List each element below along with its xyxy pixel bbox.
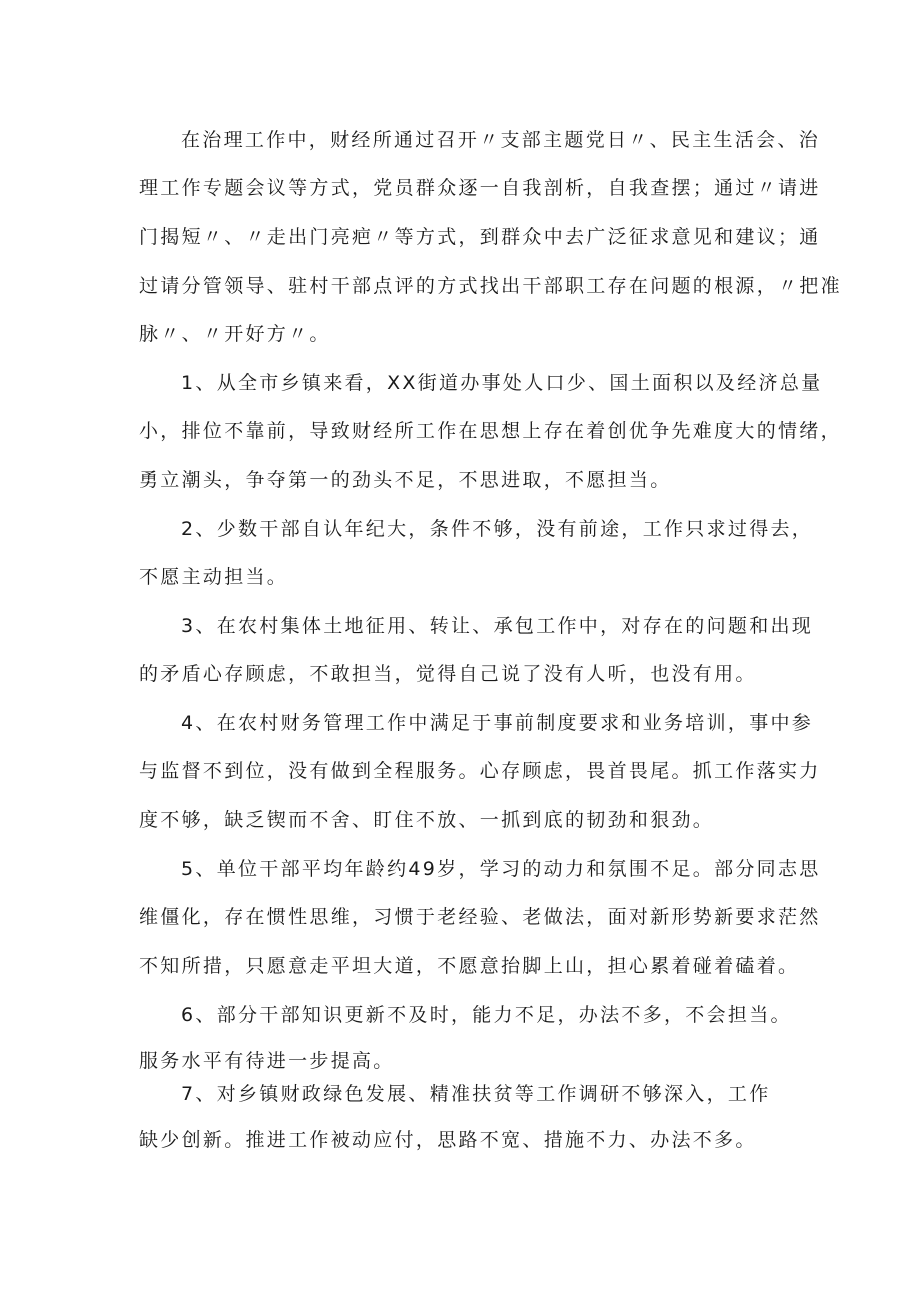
paragraph-intro-line-3: 门揭短〃、〃走出门亮疤〃等方式，到群众中去广泛征求意见和建议；通 [139,226,821,248]
item-3-line-2: 的矛盾心存顾虑，不敢担当，觉得自己说了没有人听，也没有用。 [139,663,757,685]
item-4-line-1: 4、在农村财务管理工作中满足于事前制度要求和业务培训，事中参 [181,712,814,734]
item-5-line-1: 5、单位干部平均年龄约49岁，学习的动力和氛围不足。部分同志思 [181,858,821,880]
item-7-line-1: 7、对乡镇财政绿色发展、精准扶贫等工作调研不够深入，工作 [181,1083,771,1105]
item-6-line-2: 服务水平有待进一步提高。 [139,1050,395,1072]
item-4-line-3: 度不够，缺乏锲而不舍、盯住不放、一抓到底的韧劲和狠劲。 [139,809,715,831]
item-5-line-2: 维僵化，存在惯性思维，习惯于老经验、老做法，面对新形势新要求茫然 [139,906,821,928]
item-4-line-2: 与监督不到位，没有做到全程服务。心存顾虑，畏首畏尾。抓工作落实力 [139,760,821,782]
paragraph-intro-line-4: 过请分管领导、驻村干部点评的方式找出干部职工存在问题的根源，〃把准 [139,275,842,297]
item-7-line-2: 缺少创新。推进工作被动应付，思路不宽、措施不力、办法不多。 [139,1129,757,1151]
item-2-line-1: 2、少数干部自认年纪大，条件不够，没有前途，工作只求过得去， [181,518,814,540]
item-3-line-1: 3、在农村集体土地征用、转让、承包工作中，对存在的问题和出现 [181,615,814,637]
paragraph-intro-line-1: 在治理工作中，财经所通过召开〃支部主题党日〃、民主生活会、治 [181,129,821,151]
item-2-line-2: 不愿主动担当。 [139,566,289,588]
item-6-line-1: 6、部分干部知识更新不及时，能力不足，办法不多，不会担当。 [181,1004,792,1026]
paragraph-intro-line-5: 脉〃、〃开好方〃。 [139,323,331,345]
item-1-line-2: 小，排位不靠前，导致财经所工作在思想上存在着创优争先难度大的情绪， [139,420,842,442]
item-1-line-3: 勇立潮头，争夺第一的劲头不足，不思进取，不愿担当。 [139,469,672,491]
item-1-line-1: 1、从全市乡镇来看，XX街道办事处人口少、国土面积以及经济总量 [181,372,823,394]
paragraph-intro-line-2: 理工作专题会议等方式，党员群众逐一自我剖析，自我查摆；通过〃请进 [139,177,821,199]
item-5-line-3: 不知所措，只愿意走平坦大道，不愿意抬脚上山，担心累着碰着磕着。 [139,955,800,977]
